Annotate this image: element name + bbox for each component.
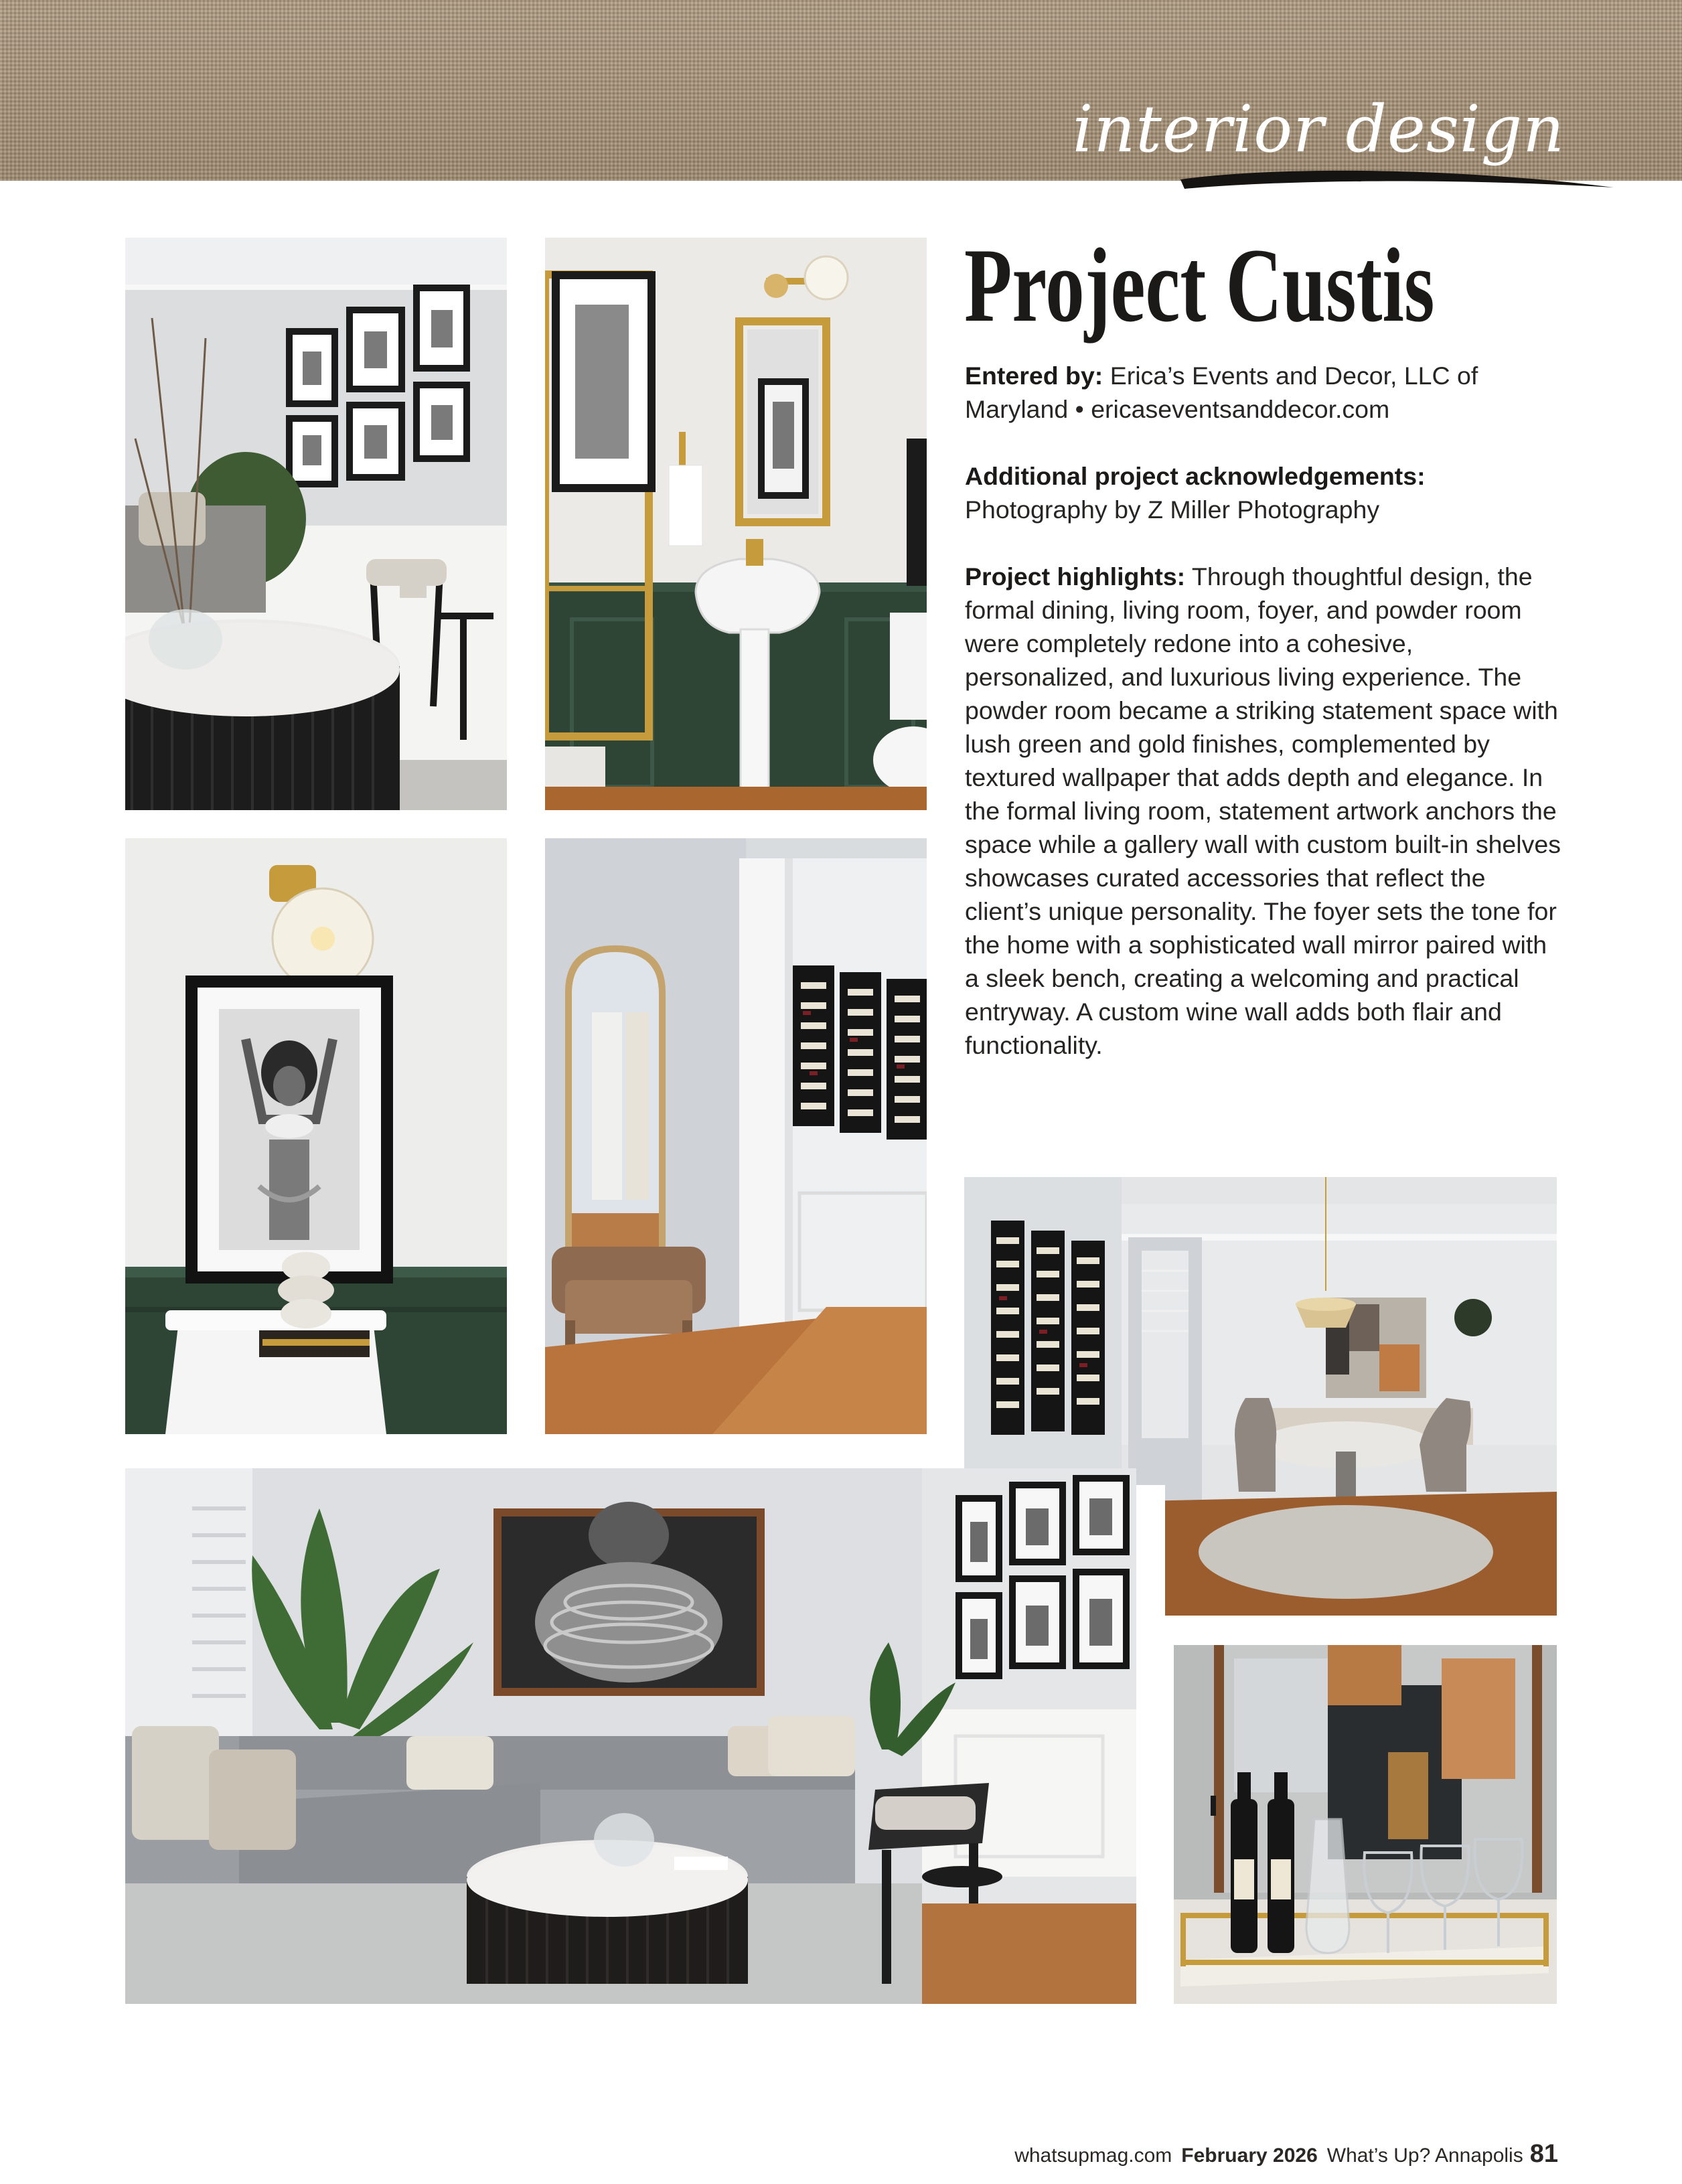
highlights-paragraph xyxy=(965,560,1568,1062)
article-title: Project Custis xyxy=(964,227,1435,344)
highlights-label: Project highlights: xyxy=(965,562,1186,591)
acknowledgements-label: Additional project acknowledgements: xyxy=(965,462,1426,490)
page-number: 81 xyxy=(1529,2140,1558,2168)
photo-powder-room xyxy=(545,238,927,810)
footer-publication: What’s Up? Annapolis xyxy=(1326,2144,1523,2167)
footer-site: whatsupmag.com xyxy=(1014,2144,1172,2167)
entered-by-text: Erica’s Events and Decor, LLC of Maryland • ericaseventsanddecor.com xyxy=(965,362,1478,423)
acknowledgements-text: Photography by Z Miller Photography xyxy=(965,495,1380,524)
entered-by-label: Entered by: xyxy=(965,362,1103,390)
page-footer xyxy=(1014,2140,1558,2169)
article-body xyxy=(965,359,1568,1095)
acknowledgements-paragraph xyxy=(965,459,1568,526)
photo-wine-tray xyxy=(1174,1645,1557,2004)
photo-foyer-mirror xyxy=(545,838,927,1434)
highlights-text: Through thoughtful design, the formal dining, living room, foyer, and powder room were completely redone into a cohesive, personalized, and luxurious living experience. The powder room became a striking statement space with lush green and gold finishes, complemented by textured wallpaper that adds depth and elegance. In the formal living room, statement artwork anchors the space while a gallery wall with custom built-in shelves showcases curated accessories that reflect the client’s unique personality. The foyer sets the tone for the home with a sophisticated wall mirror paired with a sleek bench, creating a welcoming and practical entryway. A custom wine wall adds both flair and functionality. xyxy=(965,562,1561,1059)
photo-formal-living-room xyxy=(125,1468,1136,2004)
photo-portrait-sconce xyxy=(125,838,507,1434)
photo-living-room-gallery xyxy=(125,238,507,810)
footer-issue: February 2026 xyxy=(1181,2144,1318,2167)
swoosh-underline xyxy=(1175,159,1617,200)
section-label: interior design xyxy=(1072,92,1565,167)
entered-by-paragraph xyxy=(965,359,1568,426)
